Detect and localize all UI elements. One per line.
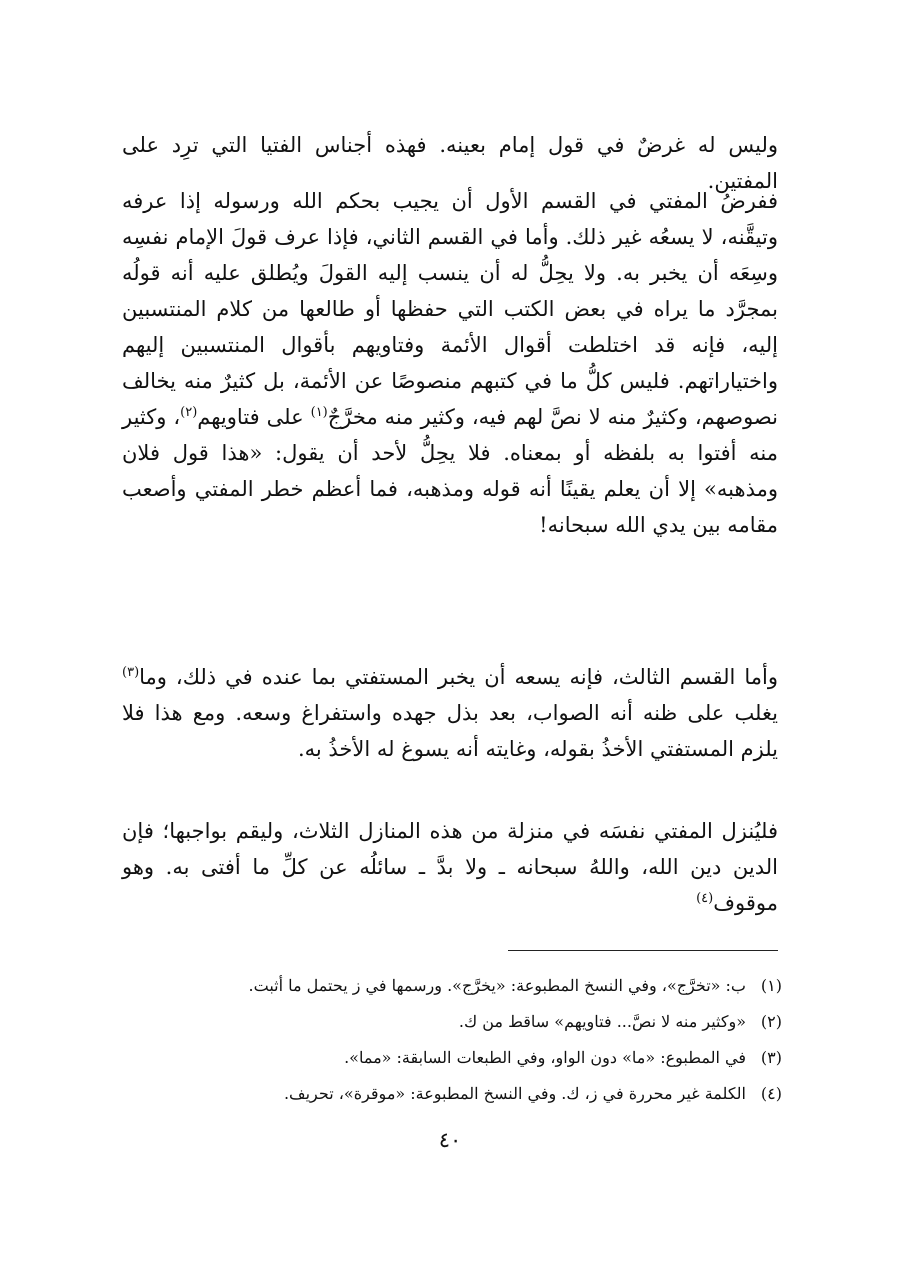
footnotes: [122, 968, 782, 1112]
footnote-4: [122, 1076, 782, 1112]
footnote-ref-1[interactable]: (١): [310, 405, 328, 420]
paragraph-2-part-b: على فتاويهم: [197, 405, 304, 429]
paragraph-4: [122, 813, 778, 921]
footnote-number: (٣): [760, 1048, 782, 1067]
footnote-ref-4[interactable]: (٤): [696, 891, 714, 906]
paragraph-3: [122, 659, 778, 767]
paragraph-2: [122, 183, 778, 543]
paragraph-4-text: [122, 813, 778, 921]
footnote-number: (١): [760, 976, 782, 995]
footnote-number: (٤): [760, 1084, 782, 1103]
footnote-divider: [508, 950, 778, 951]
footnote-ref-2[interactable]: (٢): [180, 405, 198, 420]
paragraph-3-part-a: وأما القسم الثالث، فإنه يسعه أن يخبر المستفتي بما عنده في ذلك، وما: [139, 665, 778, 689]
footnote-1: [122, 968, 782, 1004]
footnote-text: «وكثير منه لا نصَّ... فتاويهم» ساقط من ك.: [458, 1012, 746, 1031]
paragraph-3-text: [122, 659, 778, 767]
paragraph-4-part-a: فليُنزل المفتي نفسَه في منزلة من هذه المنازل الثلاث، وليقم بواجبها؛ فإن الدين دين الله، واللهُ سبحانه ـ ولا بدَّ ـ سائلُه عن كلِّ ما أفتى به. وهو موقوف: [122, 819, 778, 915]
footnote-3: [122, 1040, 782, 1076]
footnote-ref-3[interactable]: (٣): [122, 665, 140, 680]
footnote-text: ب: «تخرَّج»، وفي النسخ المطبوعة: «يخرَّج». ورسمها في ز يحتمل ما أثبت.: [248, 976, 746, 995]
footnote-2: [122, 1004, 782, 1040]
paragraph-2-part-c: ، وكثير منه أفتوا به بلفظه أو بمعناه. فلا يحِلُّ لأحد أن يقول: «هذا قول فلان ومذهبه» إلا أن يعلم يقينًا أنه قوله ومذهبه، فما أعظم خطر المفتي وأصعب مقامه بين يدي الله سبحانه!: [122, 405, 778, 537]
paragraph-3-part-b: يغلب على ظنه أنه الصواب، بعد بذل جهده واستفراغ وسعه. ومع هذا فلا يلزم المستفتي الأخذُ بقوله، وغايته أنه يسوغ له الأخذُ به.: [122, 701, 778, 761]
footnote-number: (٢): [760, 1012, 782, 1031]
footnote-text: الكلمة غير محررة في ز، ك. وفي النسخ المطبوعة: «موقرة»، تحريف.: [283, 1084, 746, 1103]
paragraph-2-part-a: ففرضُ المفتي في القسم الأول أن يجيب بحكم الله ورسوله إذا عرفه وتيقَّنه، لا يسعُه غير ذلك. وأما في القسم الثاني، فإذا عرف قولَ الإمام نفسِه وسِعَه أن يخبر به. ولا يحِلُّ له أن ينسب إليه القولَ ويُطلق عليه أنه قولُه بمجرَّد ما يراه في بعض الكتب التي حفظها أو طالعها من كلام المنتسبين إليه، فإنه قد اختلطت أقوال الأئمة وفتاويهم بأقوال المنتسبين إليهم واختياراتهم. فليس كلُّ ما في كتبهم منصوصًا عن الأئمة، بل كثيرٌ منه يخالف نصوصهم، وكثيرٌ منه لا نصَّ لهم فيه، وكثير منه مخرَّجٌ: [122, 189, 778, 429]
footnote-text: في المطبوع: «ما» دون الواو، وفي الطبعات السابقة: «مما».: [344, 1048, 746, 1067]
paragraph-2-text: [122, 183, 778, 543]
paragraph-1-text: وليس له غرضٌ في قول إمام بعينه. فهذه أجناس الفتيا التي ترِد على المفتين.: [122, 133, 778, 193]
page-number: ٤٠: [438, 1128, 462, 1152]
